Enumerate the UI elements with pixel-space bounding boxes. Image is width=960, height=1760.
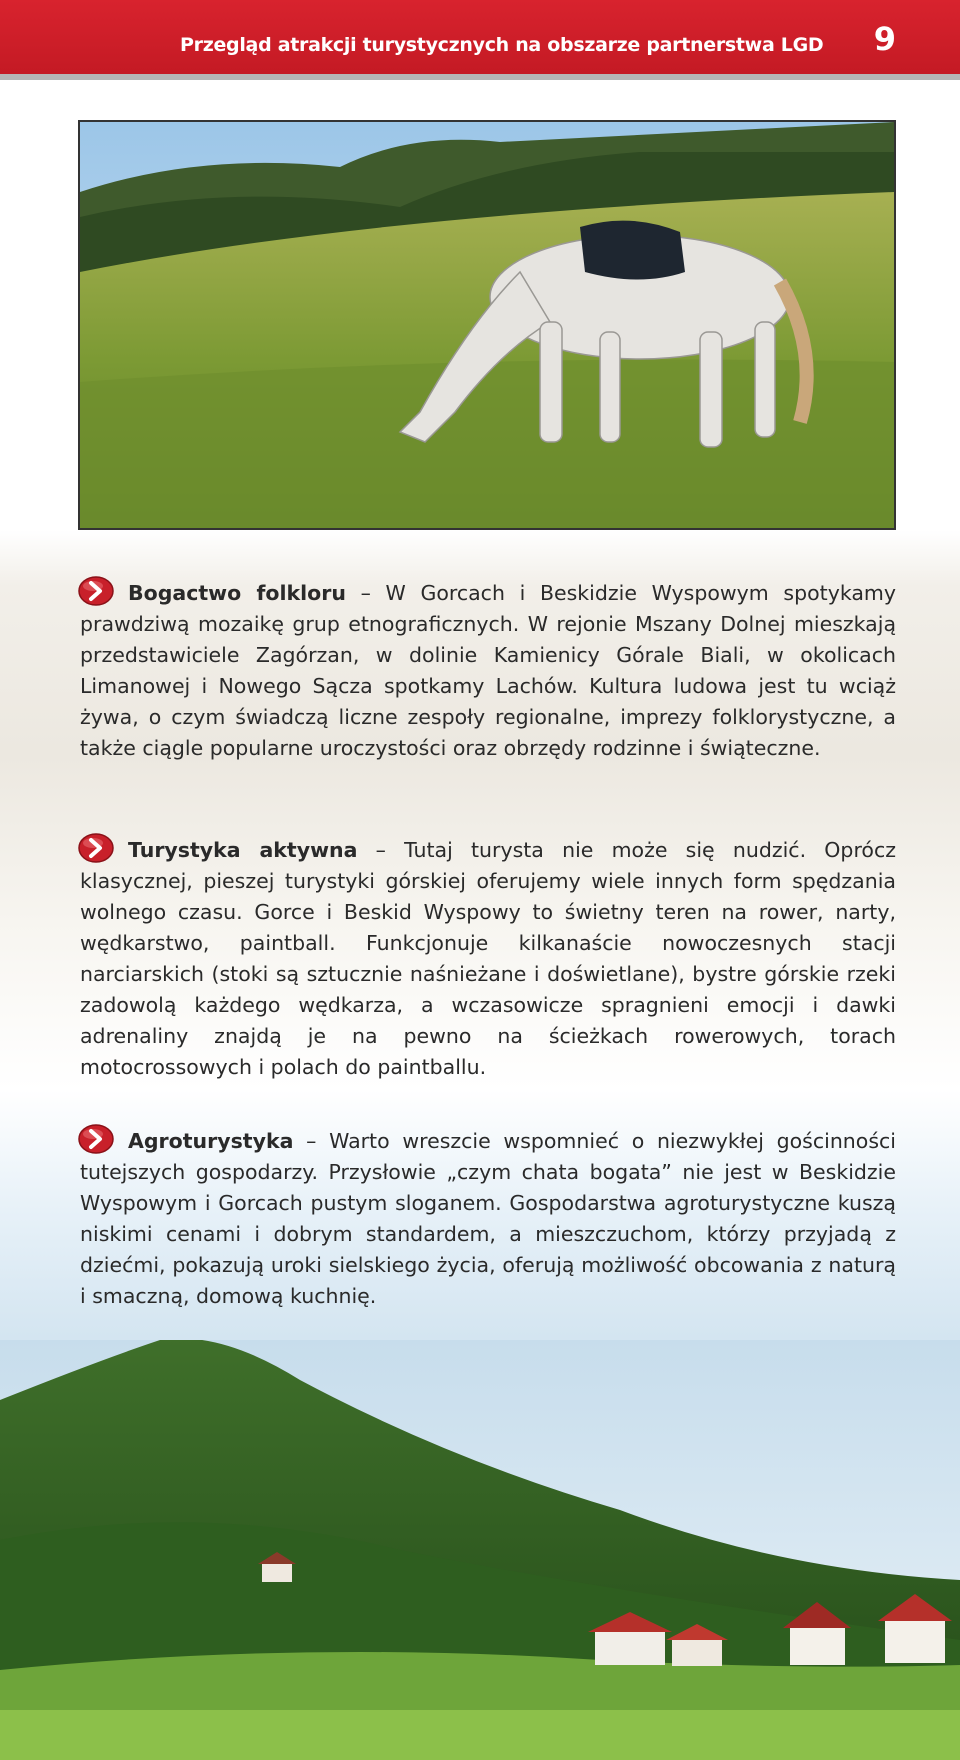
header-title: Przegląd atrakcji turystycznych na obszarze partnerstwa LGD: [180, 34, 824, 56]
page-number: 9: [873, 20, 896, 58]
section-lead: Bogactwo folkloru: [128, 581, 346, 605]
section-body: – W Gorcach i Beskidzie Wyspowym spotykamy prawdziwą mozaikę grup etnograficznych. W rejonie Mszany Dolnej mieszkają przedstawiciele Zagórzan, w dolinie Kamienicy Górale Biali, w okolicach Limanowej i Nowego Sącza spotkamy Lachów. Kultura ludowa jest tu wciąż żywa, o czym świadczą liczne zespoły regionalne, imprezy folklorystyczne, a także ciągle popularne uroczystości oraz obrzędy rodzinne i świąteczne.: [80, 581, 896, 760]
section-agrotourism: [80, 1124, 896, 1312]
section-folklore: [80, 576, 896, 764]
chevron-right-icon: [78, 1124, 114, 1154]
section-body: – Warto wreszcie wspomnieć o niezwykłej gościnności tutejszych gospodarzy. Przysłowie „czym chata bogata” nie jest w Beskidzie Wyspowym i Gorcach pustym sloganem. Gospodarstwa agroturystyczne kuszą niskimi cenami i dobrym standardem, a mieszczuchom, którzy przyjadą z dziećmi, pokazują uroki sielskiego życia, oferują możliwość obcowania z naturą i smaczną, domową kuchnię.: [80, 1129, 896, 1308]
mountain-village-photo: [0, 1340, 960, 1760]
section-body: – Tutaj turysta nie może się nudzić. Oprócz klasycznej, pieszej turystyki górskiej oferujemy wiele innych form spędzania wolnego czasu. Gorce i Beskid Wyspowy to świetny teren na rower, narty, wędkarstwo, paintball. Funkcjonuje kilkanaście nowoczesnych stacji narciarskich (stoki są sztucznie naśnieżane i doświetlane), bystre górskie rzeki zadowolą każdego wędkarza, a wczasowicze spragnieni emocji i dawki adrenaliny znajdą je na pewno na ścieżkach rowerowych, torach motocrossowych i polach do paintballu.: [80, 838, 896, 1079]
chevron-right-icon: [78, 833, 114, 863]
chevron-right-icon: [78, 576, 114, 606]
page-header: [0, 0, 960, 80]
section-active-tourism: [80, 833, 896, 1083]
section-lead: Agroturystyka: [128, 1129, 294, 1153]
section-lead: Turystyka aktywna: [128, 838, 358, 862]
mountain-village-drawing: [0, 1340, 960, 1760]
horse-photo: [78, 120, 896, 530]
horse-photo-drawing: [80, 122, 894, 528]
